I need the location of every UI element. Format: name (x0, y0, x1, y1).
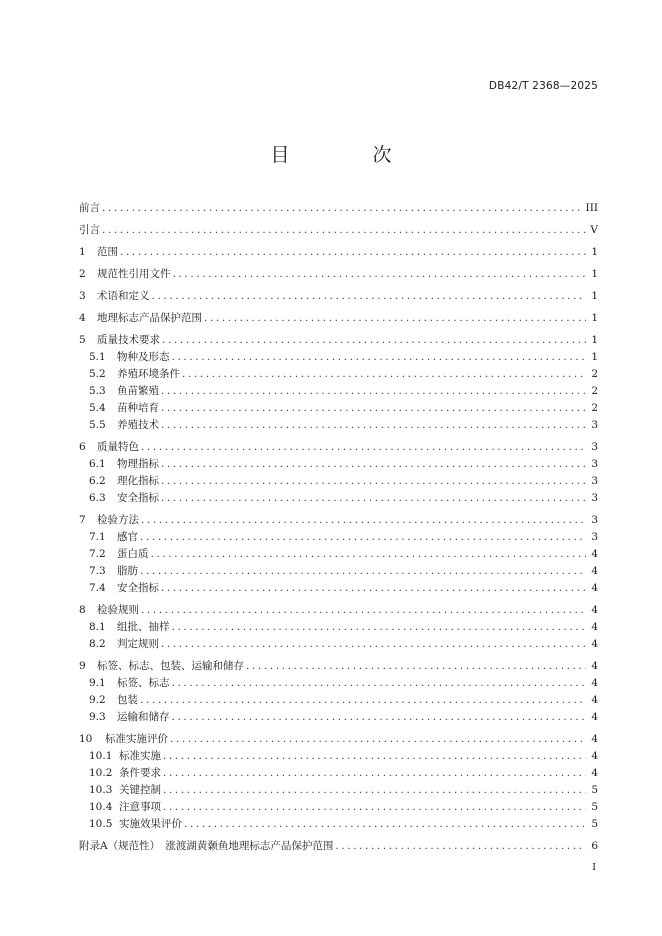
dot-leader (163, 765, 586, 782)
toc-entry[interactable] (79, 602, 598, 619)
toc-entry-title: 养殖环境条件 (117, 368, 180, 380)
toc-entry[interactable] (79, 512, 598, 529)
toc-entry-title: 物理指标 (117, 458, 159, 470)
toc-entry-page: 4 (591, 660, 598, 672)
dot-leader (204, 310, 586, 327)
toc-entry-number: 6.2 (89, 475, 106, 487)
toc-entry-number: 10.5 (89, 818, 113, 830)
toc-entry-number: 6.3 (89, 492, 106, 504)
dot-leader (140, 563, 586, 580)
document-code: DB42/T 2368—2025 (488, 80, 598, 92)
toc-entry-number: 10.2 (89, 767, 113, 779)
toc-entry[interactable] (79, 417, 598, 434)
dot-leader (141, 439, 586, 456)
toc-entry-page: 2 (591, 385, 598, 397)
toc-entry-number: 7.4 (89, 582, 106, 594)
toc-entry-number: 5 (79, 334, 86, 346)
toc-entry[interactable] (79, 799, 598, 816)
toc-entry-page: 3 (591, 419, 598, 431)
dot-leader (161, 490, 586, 507)
toc-entry-title: 理化指标 (117, 475, 159, 487)
dot-leader (141, 602, 586, 619)
toc-entry[interactable] (79, 709, 598, 726)
dot-leader (102, 200, 582, 217)
dot-leader (102, 222, 586, 239)
toc-entry-title: 条件要求 (119, 767, 161, 779)
toc-entry-number: 3 (79, 290, 86, 302)
toc-entry[interactable] (79, 310, 598, 327)
toc-entry-page: 4 (591, 604, 598, 616)
dot-leader (184, 816, 586, 833)
page-number: I (592, 862, 596, 873)
toc-entry-number: 5.4 (89, 402, 106, 414)
toc-entry[interactable] (79, 456, 598, 473)
toc-entry-page: 5 (591, 801, 598, 813)
toc-entry-page: 1 (591, 290, 598, 302)
toc-entry-title: 判定规则 (117, 638, 159, 650)
toc-entry[interactable] (79, 349, 598, 366)
dot-leader (162, 332, 586, 349)
page-title: 目 次 (270, 144, 424, 166)
dot-leader (163, 799, 586, 816)
toc-entry-title: 范围 (97, 246, 118, 258)
toc-entry-number: 2 (79, 268, 86, 280)
toc-entry-number: 7 (79, 514, 86, 526)
toc-entry-title: 标准实施评价 (105, 733, 168, 745)
toc-entry-page: 1 (591, 268, 598, 280)
toc-entry-page: 6 (591, 840, 598, 852)
toc-entry-number: 8.1 (89, 621, 106, 633)
toc-entry-page: 5 (591, 818, 598, 830)
toc-entry-page: 4 (591, 694, 598, 706)
toc-entry-title: 地理标志产品保护范围 (97, 312, 202, 324)
toc-entry-title: 关键控制 (119, 784, 161, 796)
toc-entry[interactable] (79, 782, 598, 799)
toc-entry-page: 3 (591, 492, 598, 504)
toc-entry-number: 10 (79, 733, 93, 745)
dot-leader (172, 349, 587, 366)
dot-leader (161, 400, 586, 417)
toc-entry-number: 9 (79, 660, 86, 672)
toc-entry-title: 安全指标 (117, 492, 159, 504)
toc-entry-number: 5.5 (89, 419, 106, 431)
dot-leader (163, 748, 586, 765)
toc-entry-title: 养殖技术 (117, 419, 159, 431)
toc-entry-page: 4 (591, 565, 598, 577)
dot-leader (246, 658, 586, 675)
toc-entry[interactable] (79, 200, 598, 217)
toc-entry-title: 蛋白质 (117, 548, 149, 560)
toc-entry[interactable] (79, 439, 598, 456)
dot-leader (161, 383, 586, 400)
toc-entry-page: 5 (591, 784, 598, 796)
toc-entry-page: 1 (591, 312, 598, 324)
toc-entry-page: III (585, 202, 598, 214)
toc-entry-number: 9.3 (89, 711, 106, 723)
toc-entry-title: 感官 (117, 531, 138, 543)
dot-leader (161, 580, 586, 597)
toc-entry[interactable] (79, 580, 598, 597)
dot-leader (173, 266, 587, 283)
toc-entry[interactable] (79, 244, 598, 261)
toc-entry-number: 6.1 (89, 458, 106, 470)
toc-entry[interactable] (79, 658, 598, 675)
toc-entry-page: 1 (591, 334, 598, 346)
toc-entry-page: 4 (591, 621, 598, 633)
toc-entry-title: 标准实施 (119, 750, 161, 762)
toc-entry[interactable] (79, 731, 598, 748)
toc-entry-page: 4 (591, 677, 598, 689)
toc-entry-page: 4 (591, 638, 598, 650)
dot-leader (140, 529, 586, 546)
toc-entry[interactable] (79, 636, 598, 653)
toc-entry-title: 苗种培育 (117, 402, 159, 414)
toc-entry-number: 5.1 (89, 351, 106, 363)
toc-entry-number: 8.2 (89, 638, 106, 650)
toc-entry[interactable] (79, 266, 598, 283)
toc-entry[interactable] (79, 563, 598, 580)
dot-leader (141, 512, 586, 529)
toc-entry-number: 10.3 (89, 784, 113, 796)
toc-entry-title: 脂肪 (117, 565, 138, 577)
dot-leader (161, 456, 586, 473)
dot-leader (161, 417, 586, 434)
toc-entry-number: 9.1 (89, 677, 106, 689)
toc-entry-number: 5.2 (89, 368, 106, 380)
toc-entry[interactable] (79, 332, 598, 349)
toc-entry[interactable] (79, 619, 598, 636)
dot-leader (161, 473, 586, 490)
toc-entry-title: 质量技术要求 (97, 334, 160, 346)
toc-entry-title: 质量特色 (97, 441, 139, 453)
dot-leader (170, 731, 586, 748)
toc-entry[interactable] (79, 692, 598, 709)
toc-entry-page: 4 (591, 733, 598, 745)
toc-entry-page: 4 (591, 750, 598, 762)
toc-entry-title: 前言 (79, 202, 100, 214)
toc-entry-title: 检验方法 (97, 514, 139, 526)
table-of-contents (79, 200, 598, 855)
toc-entry-title: 鱼苗繁殖 (117, 385, 159, 397)
toc-entry-number: 5.3 (89, 385, 106, 397)
toc-entry-title: 附录A（规范性） 涨渡湖黄颡鱼地理标志产品保护范围 (79, 840, 334, 852)
dot-leader (172, 675, 587, 692)
toc-entry-page: V (590, 224, 598, 236)
toc-entry-title: 检验规则 (97, 604, 139, 616)
dot-leader (152, 288, 587, 305)
toc-entry-number: 1 (79, 246, 86, 258)
toc-entry-page: 3 (591, 475, 598, 487)
toc-entry-page: 3 (591, 531, 598, 543)
toc-entry-page: 4 (591, 582, 598, 594)
toc-entry[interactable] (79, 400, 598, 417)
toc-entry-page: 2 (591, 368, 598, 380)
toc-entry-page: 3 (591, 458, 598, 470)
toc-entry-title: 实施效果评价 (119, 818, 182, 830)
toc-entry-title: 包装 (117, 694, 138, 706)
dot-leader (172, 709, 587, 726)
toc-entry-page: 4 (591, 767, 598, 779)
toc-entry-title: 标签、标志、包装、运输和储存 (97, 660, 244, 672)
toc-entry-page: 4 (591, 548, 598, 560)
dot-leader (120, 244, 586, 261)
toc-entry[interactable] (79, 765, 598, 782)
toc-entry-number: 10.1 (89, 750, 113, 762)
toc-entry[interactable] (79, 222, 598, 239)
dot-leader (172, 619, 587, 636)
dot-leader (182, 366, 586, 383)
dot-leader (161, 636, 586, 653)
toc-entry-page: 3 (591, 514, 598, 526)
toc-entry[interactable] (79, 675, 598, 692)
toc-entry-title: 安全指标 (117, 582, 159, 594)
toc-entry-page: 3 (591, 441, 598, 453)
toc-entry-title: 注意事项 (119, 801, 161, 813)
toc-entry[interactable] (79, 529, 598, 546)
toc-entry-number: 4 (79, 312, 86, 324)
toc-entry[interactable] (79, 816, 598, 833)
toc-entry[interactable] (79, 288, 598, 305)
toc-entry[interactable] (79, 748, 598, 765)
toc-entry-number: 7.3 (89, 565, 106, 577)
toc-entry-title: 组批、抽样 (117, 621, 170, 633)
dot-leader (140, 692, 586, 709)
toc-entry[interactable] (79, 490, 598, 507)
toc-entry-page: 2 (591, 402, 598, 414)
toc-entry-number: 7.1 (89, 531, 106, 543)
toc-entry[interactable] (79, 383, 598, 400)
toc-entry-title: 运输和储存 (117, 711, 170, 723)
toc-entry-title: 物种及形态 (117, 351, 170, 363)
toc-entry-number: 9.2 (89, 694, 106, 706)
dot-leader (151, 546, 587, 563)
toc-entry-number: 6 (79, 441, 86, 453)
toc-entry[interactable] (79, 838, 598, 855)
toc-entry-title: 标签、标志 (117, 677, 170, 689)
toc-entry-number: 8 (79, 604, 86, 616)
toc-entry-title: 规范性引用文件 (97, 268, 171, 280)
dot-leader (163, 782, 586, 799)
toc-entry-page: 4 (591, 711, 598, 723)
toc-entry-title: 引言 (79, 224, 100, 236)
toc-entry-page: 1 (591, 351, 598, 363)
toc-entry-page: 1 (591, 246, 598, 258)
dot-leader (335, 838, 586, 855)
toc-entry[interactable] (79, 473, 598, 490)
toc-entry[interactable] (79, 366, 598, 383)
toc-entry[interactable] (79, 546, 598, 563)
toc-entry-number: 7.2 (89, 548, 106, 560)
toc-entry-number: 10.4 (89, 801, 113, 813)
toc-entry-title: 术语和定义 (97, 290, 150, 302)
